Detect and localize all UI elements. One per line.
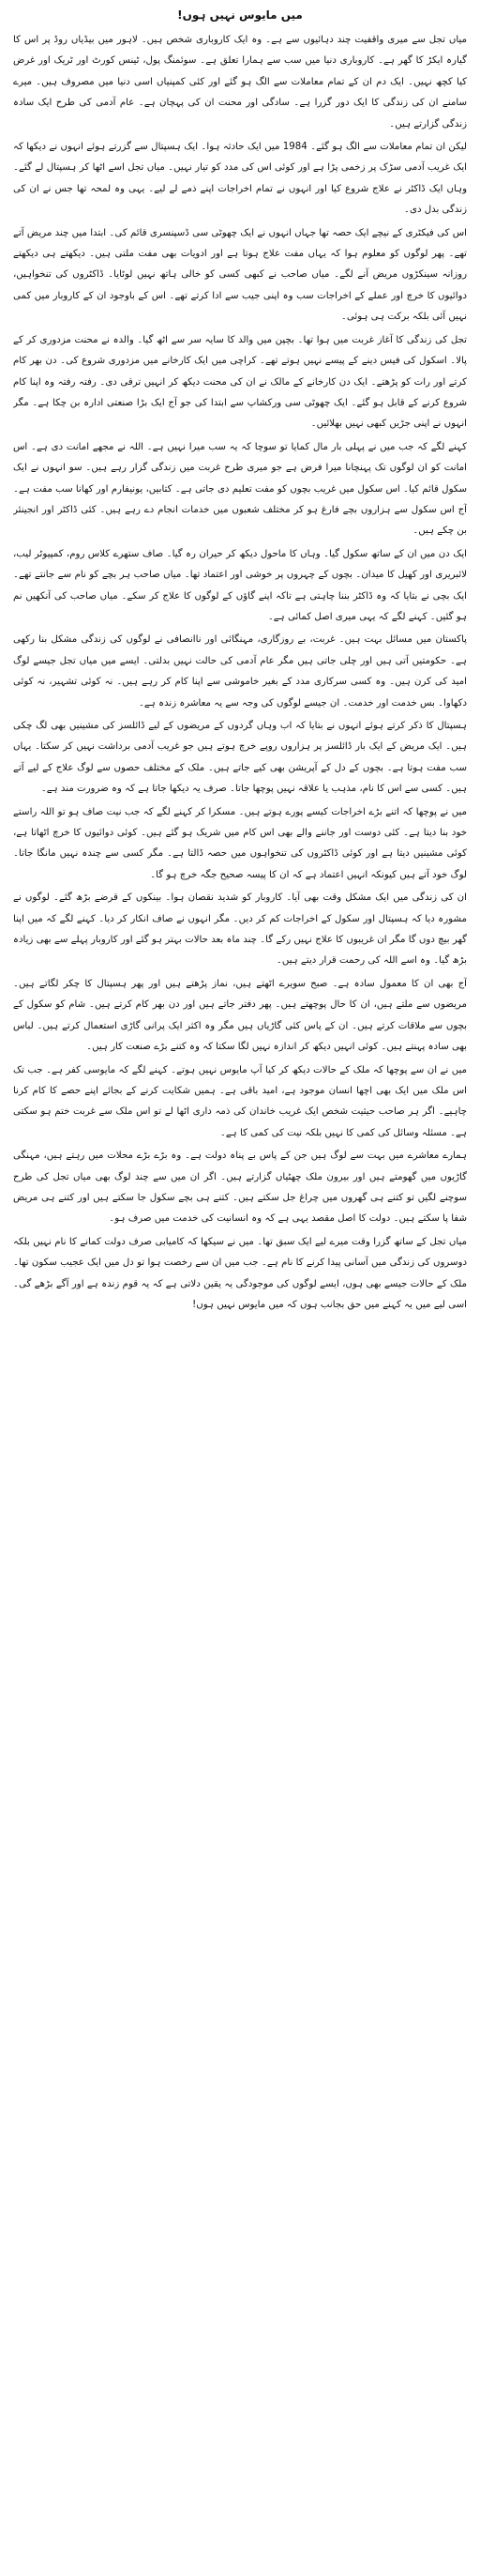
paragraph: ہمارے معاشرے میں بہت سے لوگ ہیں جن کے پاس بے پناہ دولت ہے۔ وہ بڑے بڑے محلات میں رہتے ہیں، مہنگی گاڑیوں میں گھومتے ہیں اور بیرون ملک چھٹیاں گزارتے ہیں۔ اگر ان میں سے چند لوگ بھی میاں تجل کی طرح سوچنے لگیں تو کتنے ہی گھروں میں چراغ جل سکتے ہیں۔ کتنے ہی بچے سکول جا سکتے ہیں اور کتنے ہی مریض شفا پا سکتے ہیں۔ دولت کا اصل مقصد یہی ہے کہ وہ انسانیت کی خدمت میں صرف ہو۔	[13, 1151, 467, 1225]
paragraph: میاں تجل سے میری واقفیت چند دہائیوں سے ہے۔ وہ ایک کاروباری شخص ہیں۔ لاہور میں بیڈیاں روڈ پر اس کا گیارہ ایکڑ کا گھر ہے۔ کاروباری دنیا میں سب سے ہمارا تعلق ہے۔ سوئمنگ پول، ٹینس کورٹ اور ٹریک اور غرض کیا کچھ نہیں۔ ایک دم ان کے تمام معاملات سے الگ ہو گئے اور کئی کمپنیاں اسی دنیا میں مصروف ہیں۔ میرے سامنے ان کی زندگی کا ایک دور گزرا ہے۔ سادگی اور محنت ان کی پہچان ہے۔ عام آدمی کی طرح ایک سادہ زندگی گزارتے ہیں۔	[13, 35, 467, 130]
paragraph: تجل کی زندگی کا آغاز غربت میں ہوا تھا۔ بچپن میں والد کا سایہ سر سے اٹھ گیا۔ والدہ نے محنت مزدوری کر کے پالا۔ اسکول کی فیس دینے کے پیسے نہیں ہوتے تھے۔ کراچی میں ایک کارخانے میں مزدوری شروع کی۔ دن بھر کام کرتے اور رات کو پڑھتے۔ ایک دن کارخانے کے مالک نے ان کی محنت دیکھ کر انہیں ترقی دی۔ رفتہ رفتہ وہ اپنا کام شروع کرنے کے قابل ہو گئے۔ ایک چھوٹی سی ورکشاپ سے ابتدا کی جو آج ایک بڑا صنعتی ادارہ بن چکا ہے۔ مگر انہوں نے اپنی جڑیں کبھی نہیں بھلائیں۔	[13, 334, 467, 430]
paragraph: آج بھی ان کا معمول سادہ ہے۔ صبح سویرے اٹھتے ہیں، نماز پڑھتے ہیں اور پھر ہسپتال کا چکر لگاتے ہیں۔ مریضوں سے ملتے ہیں، ان کا حال پوچھتے ہیں۔ پھر دفتر جاتے ہیں اور دن بھر کام کرتے ہیں۔ شام کو سکول کے بچوں سے ملاقات کرتے ہیں۔ ان کے پاس کئی گاڑیاں ہیں مگر وہ اکثر ایک پرانی گاڑی استعمال کرتے ہیں۔ لباس بھی سادہ پہنتے ہیں۔ کوئی انہیں دیکھ کر اندازہ نہیں لگا سکتا کہ وہ کتنے بڑے صنعت کار ہیں۔	[13, 978, 467, 1053]
column-body	[13, 30, 467, 2568]
paragraph: ہسپتال کا ذکر کرتے ہوئے انہوں نے بتایا کہ اب وہاں گردوں کے مریضوں کے لیے ڈائلسز کی مشینیں بھی لگ چکی ہیں۔ ایک مریض کے ایک بار ڈائلسز پر ہزاروں روپے خرچ ہوتے ہیں جو غریب آدمی برداشت نہیں کر سکتا۔ یہاں سب مفت ہوتا ہے۔ بچوں کے دل کے آپریشن بھی کیے جاتے ہیں۔ ملک کے مختلف حصوں سے لوگ علاج کے لیے آتے ہیں۔ کسی سے اس کا نام، مذہب یا علاقہ نہیں پوچھا جاتا۔ صرف یہ دیکھا جاتا ہے کہ وہ ضرورت مند ہے۔	[13, 721, 467, 795]
paragraph: کہنے لگے کہ جب میں نے پہلی بار مال کمایا تو سوچا کہ یہ سب میرا نہیں ہے۔ اللہ نے مجھے امانت دی ہے۔ اس امانت کو ان لوگوں تک پہنچانا میرا فرض ہے جو میری طرح غربت میں زندگی گزار رہے ہیں۔ سو انہوں نے ایک سکول قائم کیا۔ اس سکول میں غریب بچوں کو مفت تعلیم دی جاتی ہے۔ کتابیں، یونیفارم اور کھانا سب مفت ہے۔ آج اس سکول سے ہزاروں بچے فارغ ہو کر مختلف شعبوں میں خدمات انجام دے رہے ہیں۔ کئی ڈاکٹر اور انجینئر بن چکے ہیں۔	[13, 441, 467, 537]
column-title: میں مایوس نہیں ہوں!	[177, 8, 303, 22]
paragraph: لیکن ان تمام معاملات سے الگ ہو گئے۔ 1984 میں ایک حادثہ ہوا۔ ایک ہسپتال سے گزرتے ہوئے انہوں نے دیکھا کہ ایک غریب آدمی سڑک پر زخمی پڑا ہے اور کوئی اس کی مدد کو تیار نہیں۔ میاں تجل اسے اٹھا کر ہسپتال لے گئے۔ وہاں ایک ڈاکٹر نے علاج شروع کیا اور انہوں نے تمام اخراجات اپنے ذمے لے لیے۔ یہی وہ لمحہ تھا جس نے ان کی زندگی بدل دی۔	[13, 142, 467, 216]
paragraph: ان کی زندگی میں ایک مشکل وقت بھی آیا۔ کاروبار کو شدید نقصان ہوا۔ بینکوں کے قرضے بڑھ گئے۔ لوگوں نے مشورہ دیا کہ ہسپتال اور سکول کے اخراجات کم کر دیں۔ مگر انہوں نے صاف انکار کر دیا۔ کہنے لگے کہ میں اپنا گھر بیچ دوں گا مگر ان غریبوں کا علاج نہیں رکے گا۔ چند ماہ بعد حالات بہتر ہو گئے اور کاروبار پہلے سے بھی زیادہ بڑھ گیا۔ وہ اسے اللہ کی رحمت قرار دیتے ہیں۔	[13, 892, 467, 967]
paragraph: اس کی فیکٹری کے نیچے ایک حصہ تھا جہاں انہوں نے ایک چھوٹی سی ڈسپنسری قائم کی۔ ابتدا میں چند مریض آتے تھے۔ پھر لوگوں کو معلوم ہوا کہ یہاں مفت علاج ہوتا ہے اور ادویات بھی مفت ملتی ہیں۔ دیکھتے ہی دیکھتے روزانہ سینکڑوں مریض آنے لگے۔ میاں صاحب نے کبھی کسی کو خالی ہاتھ نہیں لوٹایا۔ ڈاکٹروں کی تنخواہیں، دوائیوں کا خرچ اور عملے کے اخراجات سب وہ اپنی جیب سے ادا کرتے تھے۔ اس کے باوجود ان کے کاروبار میں کمی نہیں آئی بلکہ برکت ہی ہوئی۔	[13, 227, 467, 323]
paragraph: میاں تجل کے ساتھ گزرا وقت میرے لیے ایک سبق تھا۔ میں نے سیکھا کہ کامیابی صرف دولت کمانے کا نام نہیں بلکہ دوسروں کی زندگی میں آسانی پیدا کرنے کا نام ہے۔ جب میں ان سے رخصت ہوا تو دل میں ایک عجیب سکون تھا۔ ملک کے حالات جیسے بھی ہوں، ایسے لوگوں کی موجودگی یہ یقین دلاتی ہے کہ یہ قوم زندہ ہے اور آگے بڑھے گی۔ اسی لیے میں یہ کہنے میں حق بجانب ہوں کہ میں مایوس نہیں ہوں!	[13, 1236, 467, 1310]
paragraph: ایک دن میں ان کے ساتھ سکول گیا۔ وہاں کا ماحول دیکھ کر حیران رہ گیا۔ صاف ستھرے کلاس روم، کمپیوٹر لیب، لائبریری اور کھیل کا میدان۔ بچوں کے چہروں پر خوشی اور اعتماد تھا۔ میاں صاحب ہر بچے کو نام سے جانتے تھے۔ ایک بچی نے بتایا کہ وہ ڈاکٹر بننا چاہتی ہے تاکہ اپنے گاؤں کے لوگوں کا علاج کر سکے۔ میاں صاحب کی آنکھیں نم ہو گئیں۔ کہنے لگے کہ یہی میری اصل کمائی ہے۔	[13, 548, 467, 622]
paragraph: پاکستان میں مسائل بہت ہیں۔ غربت، بے روزگاری، مہنگائی اور ناانصافی نے لوگوں کی زندگی مشکل بنا رکھی ہے۔ حکومتیں آتی ہیں اور چلی جاتی ہیں مگر عام آدمی کی حالت نہیں بدلتی۔ ایسے میں میاں تجل جیسے لوگ امید کی کرن ہیں۔ وہ کسی سرکاری مدد کے بغیر خاموشی سے اپنا کام کر رہے ہیں۔ نہ کوئی تشہیر، نہ کوئی دکھاوا۔ بس خدمت اور خدمت۔ ان جیسے لوگوں کی وجہ سے یہ معاشرہ زندہ ہے۔	[13, 634, 467, 709]
paragraph: میں نے ان سے پوچھا کہ ملک کے حالات دیکھ کر کیا آپ مایوس نہیں ہوتے۔ کہنے لگے کہ مایوسی کفر ہے۔ جب تک اس ملک میں ایک بھی اچھا انسان موجود ہے، امید باقی ہے۔ ہمیں شکایت کرنے کے بجائے اپنے حصے کا کام کرنا چاہیے۔ اگر ہر صاحب حیثیت شخص ایک غریب خاندان کی ذمہ داری اٹھا لے تو اس ملک سے غربت ختم ہو سکتی ہے۔ مسئلہ وسائل کی کمی کا نہیں بلکہ نیت کی کمی کا ہے۔	[13, 1064, 467, 1138]
paragraph: میں نے پوچھا کہ اتنے بڑے اخراجات کیسے پورے ہوتے ہیں۔ مسکرا کر کہنے لگے کہ جب نیت صاف ہو تو اللہ راستے خود بنا دیتا ہے۔ کئی دوست اور جاننے والے بھی اس کام میں شریک ہو گئے ہیں۔ کوئی دوائیوں کا خرچ اٹھاتا ہے، کوئی مشینیں دیتا ہے اور کوئی ڈاکٹروں کی تنخواہوں میں حصہ ڈالتا ہے۔ مگر کسی سے چندہ نہیں مانگا جاتا۔ لوگ خود آتے ہیں کیونکہ انہیں اعتماد ہے کہ ان کا پیسہ صحیح جگہ خرچ ہو گا۔	[13, 806, 467, 880]
